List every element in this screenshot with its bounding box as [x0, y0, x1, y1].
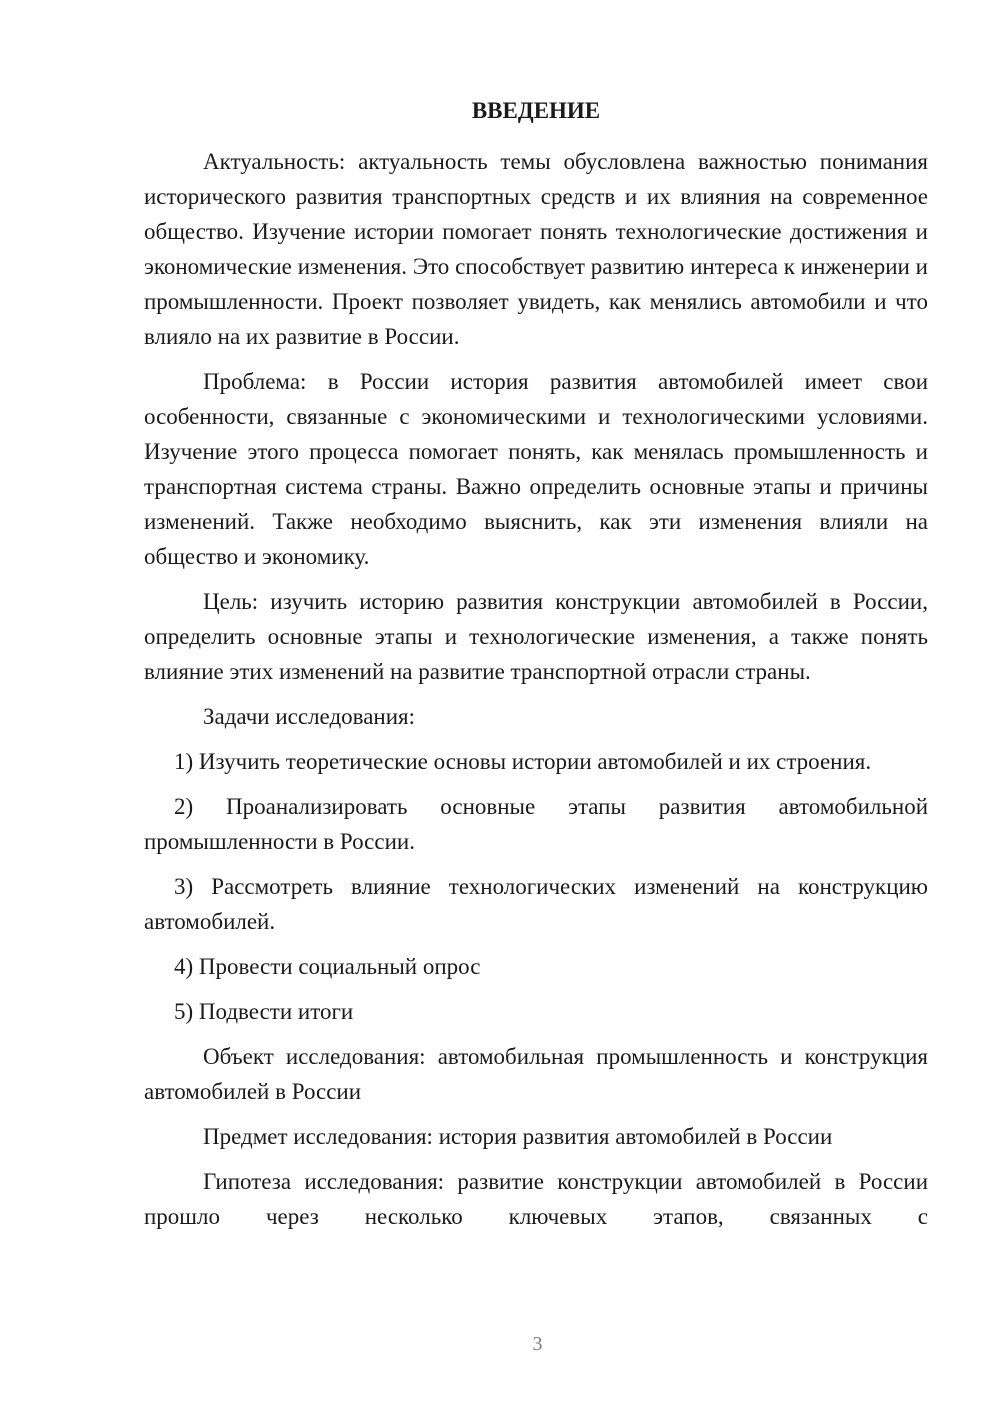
task-item-3: 3) Рассмотреть влияние технологических изменений на конструкцию автомобилей. — [144, 874, 928, 934]
task-item-1: 1) Изучить теоретические основы истории автомобилей и их строения. — [174, 749, 872, 774]
subject-paragraph: Предмет исследования: история развития автомобилей в России — [203, 1124, 833, 1149]
task-item-5: 5) Подвести итоги — [174, 999, 354, 1024]
problem-paragraph: Проблема: в России история развития автомобилей имеет свои особенности, связанные с экономическими и технологическими условиями. Изучение этого процесса помогает понять, как менялась промышленность и транспортная система страны. Важно определить основные этапы и причины изменений. Также необходимо выяснить, как эти изменения влияли на общество и экономику. — [144, 369, 928, 569]
task-item-2: 2) Проанализировать основные этапы развития автомобильной промышленности в России. — [144, 794, 928, 854]
document-page — [144, 96, 928, 1234]
object-paragraph: Объект исследования: автомобильная промышленность и конструкция автомобилей в России — [144, 1044, 928, 1104]
hypothesis-paragraph: Гипотеза исследования: развитие конструкции автомобилей в России прошло через несколько ключевых этапов, связанных с — [144, 1169, 928, 1229]
section-heading: ВВЕДЕНИЕ — [471, 98, 601, 123]
task-item-4: 4) Провести социальный опрос — [174, 954, 481, 979]
goal-paragraph: Цель: изучить историю развития конструкции автомобилей в России, определить основные этапы и технологические изменения, а также понять влияние этих изменений на развитие транспортной отрасли страны. — [144, 589, 928, 684]
page-number: 3 — [532, 1333, 543, 1355]
tasks-title: Задачи исследования: — [203, 704, 416, 729]
relevance-paragraph: Актуальность: актуальность темы обусловлена важностью понимания исторического развития транспортных средств и их влияния на современное общество. Изучение истории помогает понять технологические достижения и экономические изменения. Это способствует развитию интереса к инженерии и промышленности. Проект позволяет увидеть, как менялись автомобили и что влияло на их развитие в России. — [144, 149, 928, 349]
